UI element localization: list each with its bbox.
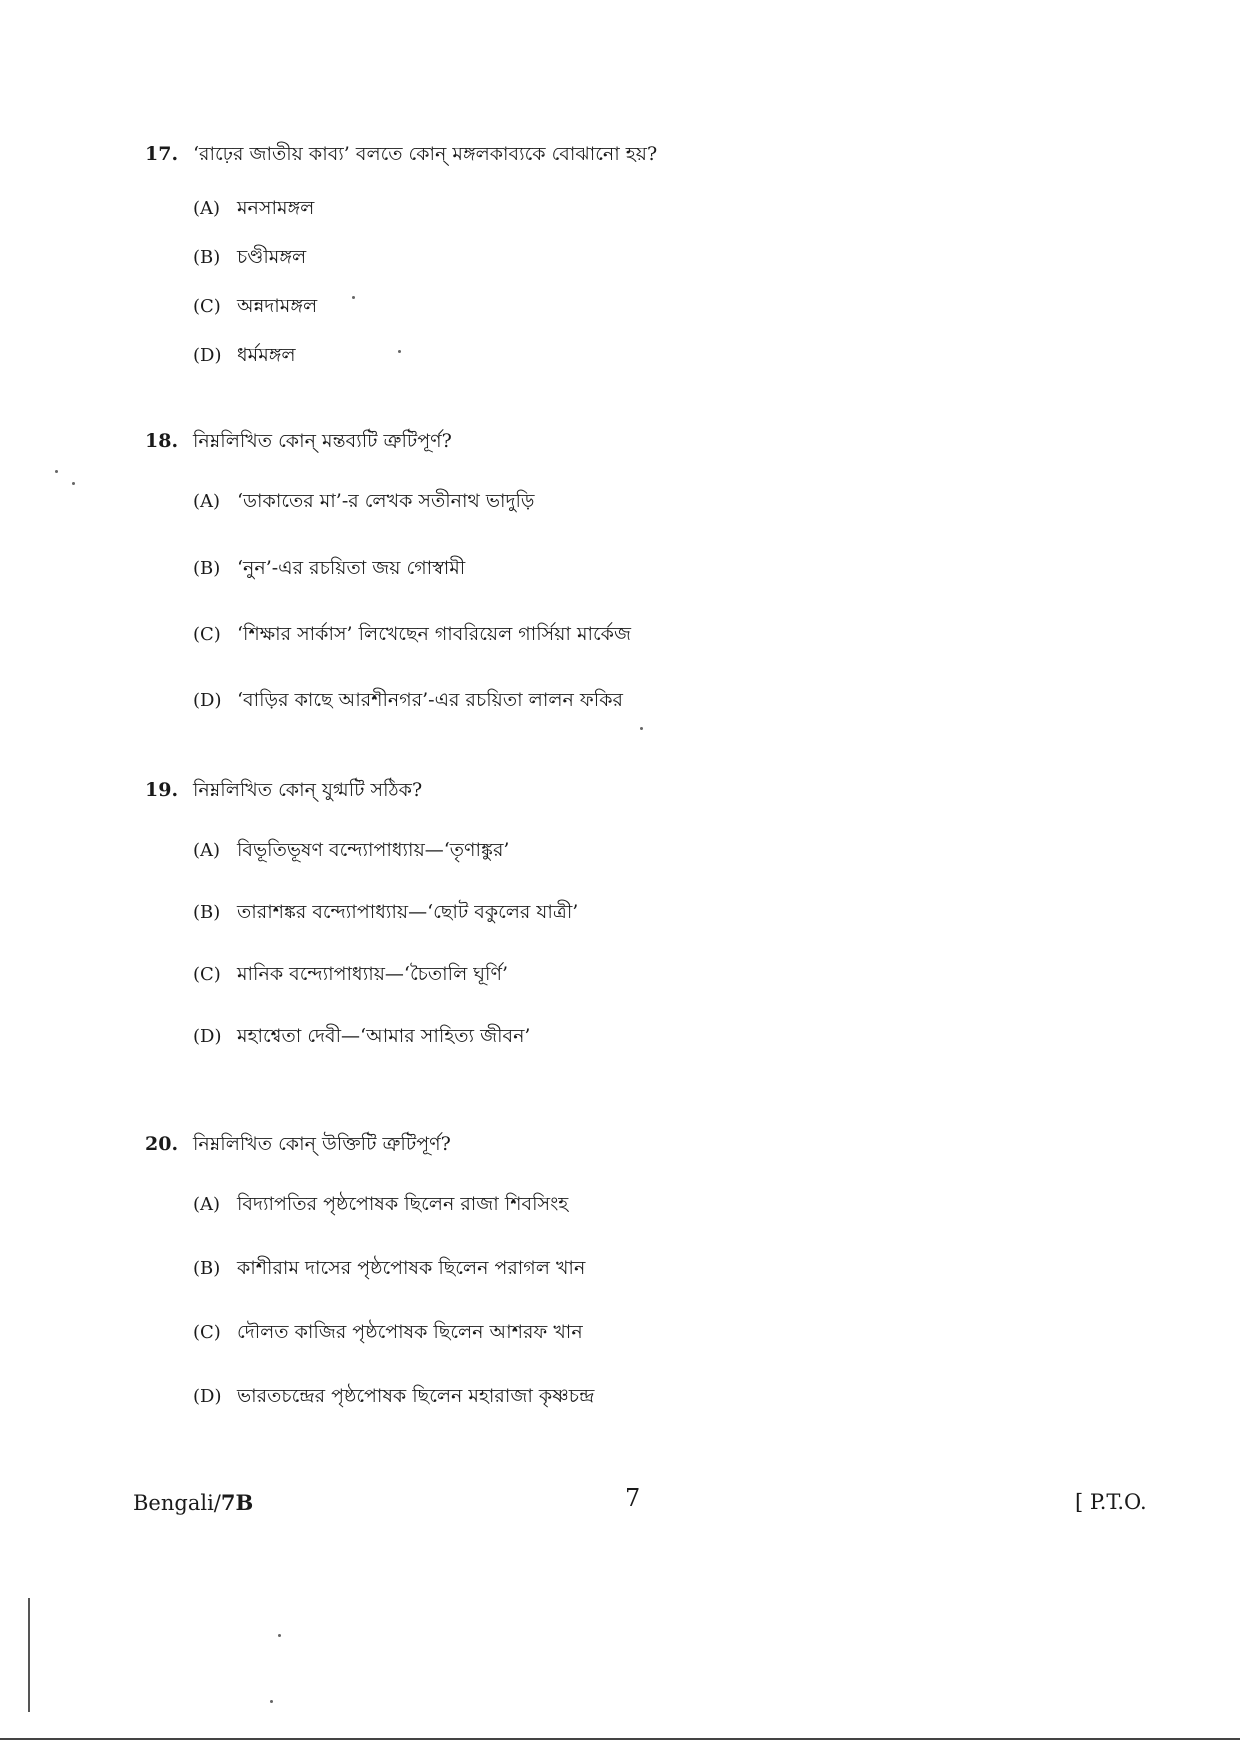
option-letter: (D) — [193, 1026, 222, 1047]
option-letter: (C) — [193, 964, 221, 985]
option-c — [193, 292, 1145, 322]
options-list — [193, 1190, 1145, 1412]
option-text: মানিক বন্দ্যোপাধ্যায়—‘চৈতালি ঘূর্ণি’ — [237, 963, 508, 985]
option-d — [193, 1022, 1145, 1052]
options-list — [193, 194, 1145, 371]
options-list — [193, 487, 1145, 716]
option-text: বিভূতিভূষণ বন্দ্যোপাধ্যায়—‘তৃণাঙ্কুর’ — [237, 839, 510, 861]
page-number: 7 — [625, 1484, 641, 1512]
option-b — [193, 898, 1145, 928]
scan-speck — [270, 1700, 273, 1703]
question-number: 18. — [145, 430, 179, 452]
option-a — [193, 194, 1145, 224]
option-b — [193, 243, 1145, 273]
option-text: ধর্মমঙ্গল — [237, 344, 296, 366]
question-text: নিম্নলিখিত কোন্ মন্তব্যটি ত্রুটিপূর্ণ? — [193, 430, 452, 452]
scan-speck — [278, 1634, 281, 1637]
pto-label: [ P.T.O. — [1075, 1490, 1147, 1514]
option-a — [193, 1190, 1145, 1220]
option-text: তারাশঙ্কর বন্দ্যোপাধ্যায়—‘ছোট বকুলের যাত্রী’ — [237, 901, 579, 923]
option-letter: (A) — [193, 198, 221, 219]
scan-speck — [352, 296, 355, 299]
question-17 — [145, 140, 1145, 371]
option-text: চণ্ডীমঙ্গল — [237, 246, 307, 268]
option-text: ‘শিক্ষার সার্কাস’ লিখেছেন গাবরিয়েল গার্সিয়া মার্কেজ — [237, 623, 631, 645]
option-text: ‘ডাকাতের মা’-র লেখক সতীনাথ ভাদুড়ি — [237, 490, 535, 512]
options-list — [193, 836, 1145, 1052]
option-text: মহাশ্বেতা দেবী—‘আমার সাহিত্য জীবন’ — [237, 1025, 531, 1047]
option-text: বিদ্যাপতির পৃষ্ঠপোষক ছিলেন রাজা শিবসিংহ — [237, 1193, 569, 1215]
option-letter: (A) — [193, 840, 221, 861]
question-number: 19. — [145, 779, 179, 801]
option-b — [193, 1254, 1145, 1284]
question-18 — [145, 427, 1145, 716]
option-text: কাশীরাম দাসের পৃষ্ঠপোষক ছিলেন পরাগল খান — [237, 1257, 586, 1279]
option-letter: (D) — [193, 345, 222, 366]
question-text: নিম্নলিখিত কোন্ উক্তিটি ত্রুটিপূর্ণ? — [193, 1133, 451, 1155]
question-20 — [145, 1130, 1145, 1412]
scan-speck — [398, 350, 401, 353]
question-text: ‘রাঢ়ের জাতীয় কাব্য’ বলতে কোন্ মঙ্গলকাব্যকে বোঝানো হয়? — [193, 143, 658, 165]
option-b — [193, 554, 1145, 584]
footer-code: 7B — [220, 1490, 254, 1515]
question-number: 20. — [145, 1133, 179, 1155]
option-letter: (B) — [193, 247, 221, 268]
option-d — [193, 341, 1145, 371]
question-stem — [145, 140, 1145, 170]
scan-speck — [640, 727, 643, 730]
scan-edge-line — [28, 1598, 30, 1712]
question-stem — [145, 776, 1145, 806]
question-text: নিম্নলিখিত কোন্ যুগ্মটি সঠিক? — [193, 779, 423, 801]
option-text: ‘নুন’-এর রচয়িতা জয় গোস্বামী — [237, 557, 466, 579]
option-c — [193, 960, 1145, 990]
option-text: ভারতচন্দ্রের পৃষ্ঠপোষক ছিলেন মহারাজা কৃষ্ণচন্দ্র — [237, 1385, 595, 1407]
option-text: ‘বাড়ির কাছে আরশীনগর’-এর রচয়িতা লালন ফকির — [237, 689, 623, 711]
option-letter: (C) — [193, 296, 221, 317]
question-stem — [145, 1130, 1145, 1160]
footer-subject: Bengali/ — [133, 1491, 221, 1515]
option-c — [193, 620, 1145, 650]
option-a — [193, 836, 1145, 866]
option-letter: (C) — [193, 624, 221, 645]
option-d — [193, 1382, 1145, 1412]
question-stem — [145, 427, 1145, 457]
question-19 — [145, 776, 1145, 1052]
option-letter: (D) — [193, 1386, 222, 1407]
option-text: অন্নদামঙ্গল — [237, 295, 318, 317]
option-c — [193, 1318, 1145, 1348]
option-text: মনসামঙ্গল — [237, 197, 315, 219]
option-text: দৌলত কাজির পৃষ্ঠপোষক ছিলেন আশরফ খান — [237, 1321, 583, 1343]
question-number: 17. — [145, 143, 179, 165]
option-letter: (A) — [193, 1194, 221, 1215]
option-a — [193, 487, 1145, 517]
option-letter: (D) — [193, 690, 222, 711]
option-letter: (B) — [193, 902, 221, 923]
scan-speck — [72, 482, 75, 485]
scan-bottom-line — [0, 1738, 1240, 1740]
option-letter: (A) — [193, 491, 221, 512]
footer-subject-code — [133, 1490, 253, 1515]
option-d — [193, 686, 1145, 716]
option-letter: (B) — [193, 558, 221, 579]
option-letter: (C) — [193, 1322, 221, 1343]
scan-speck — [55, 470, 58, 473]
option-letter: (B) — [193, 1258, 221, 1279]
